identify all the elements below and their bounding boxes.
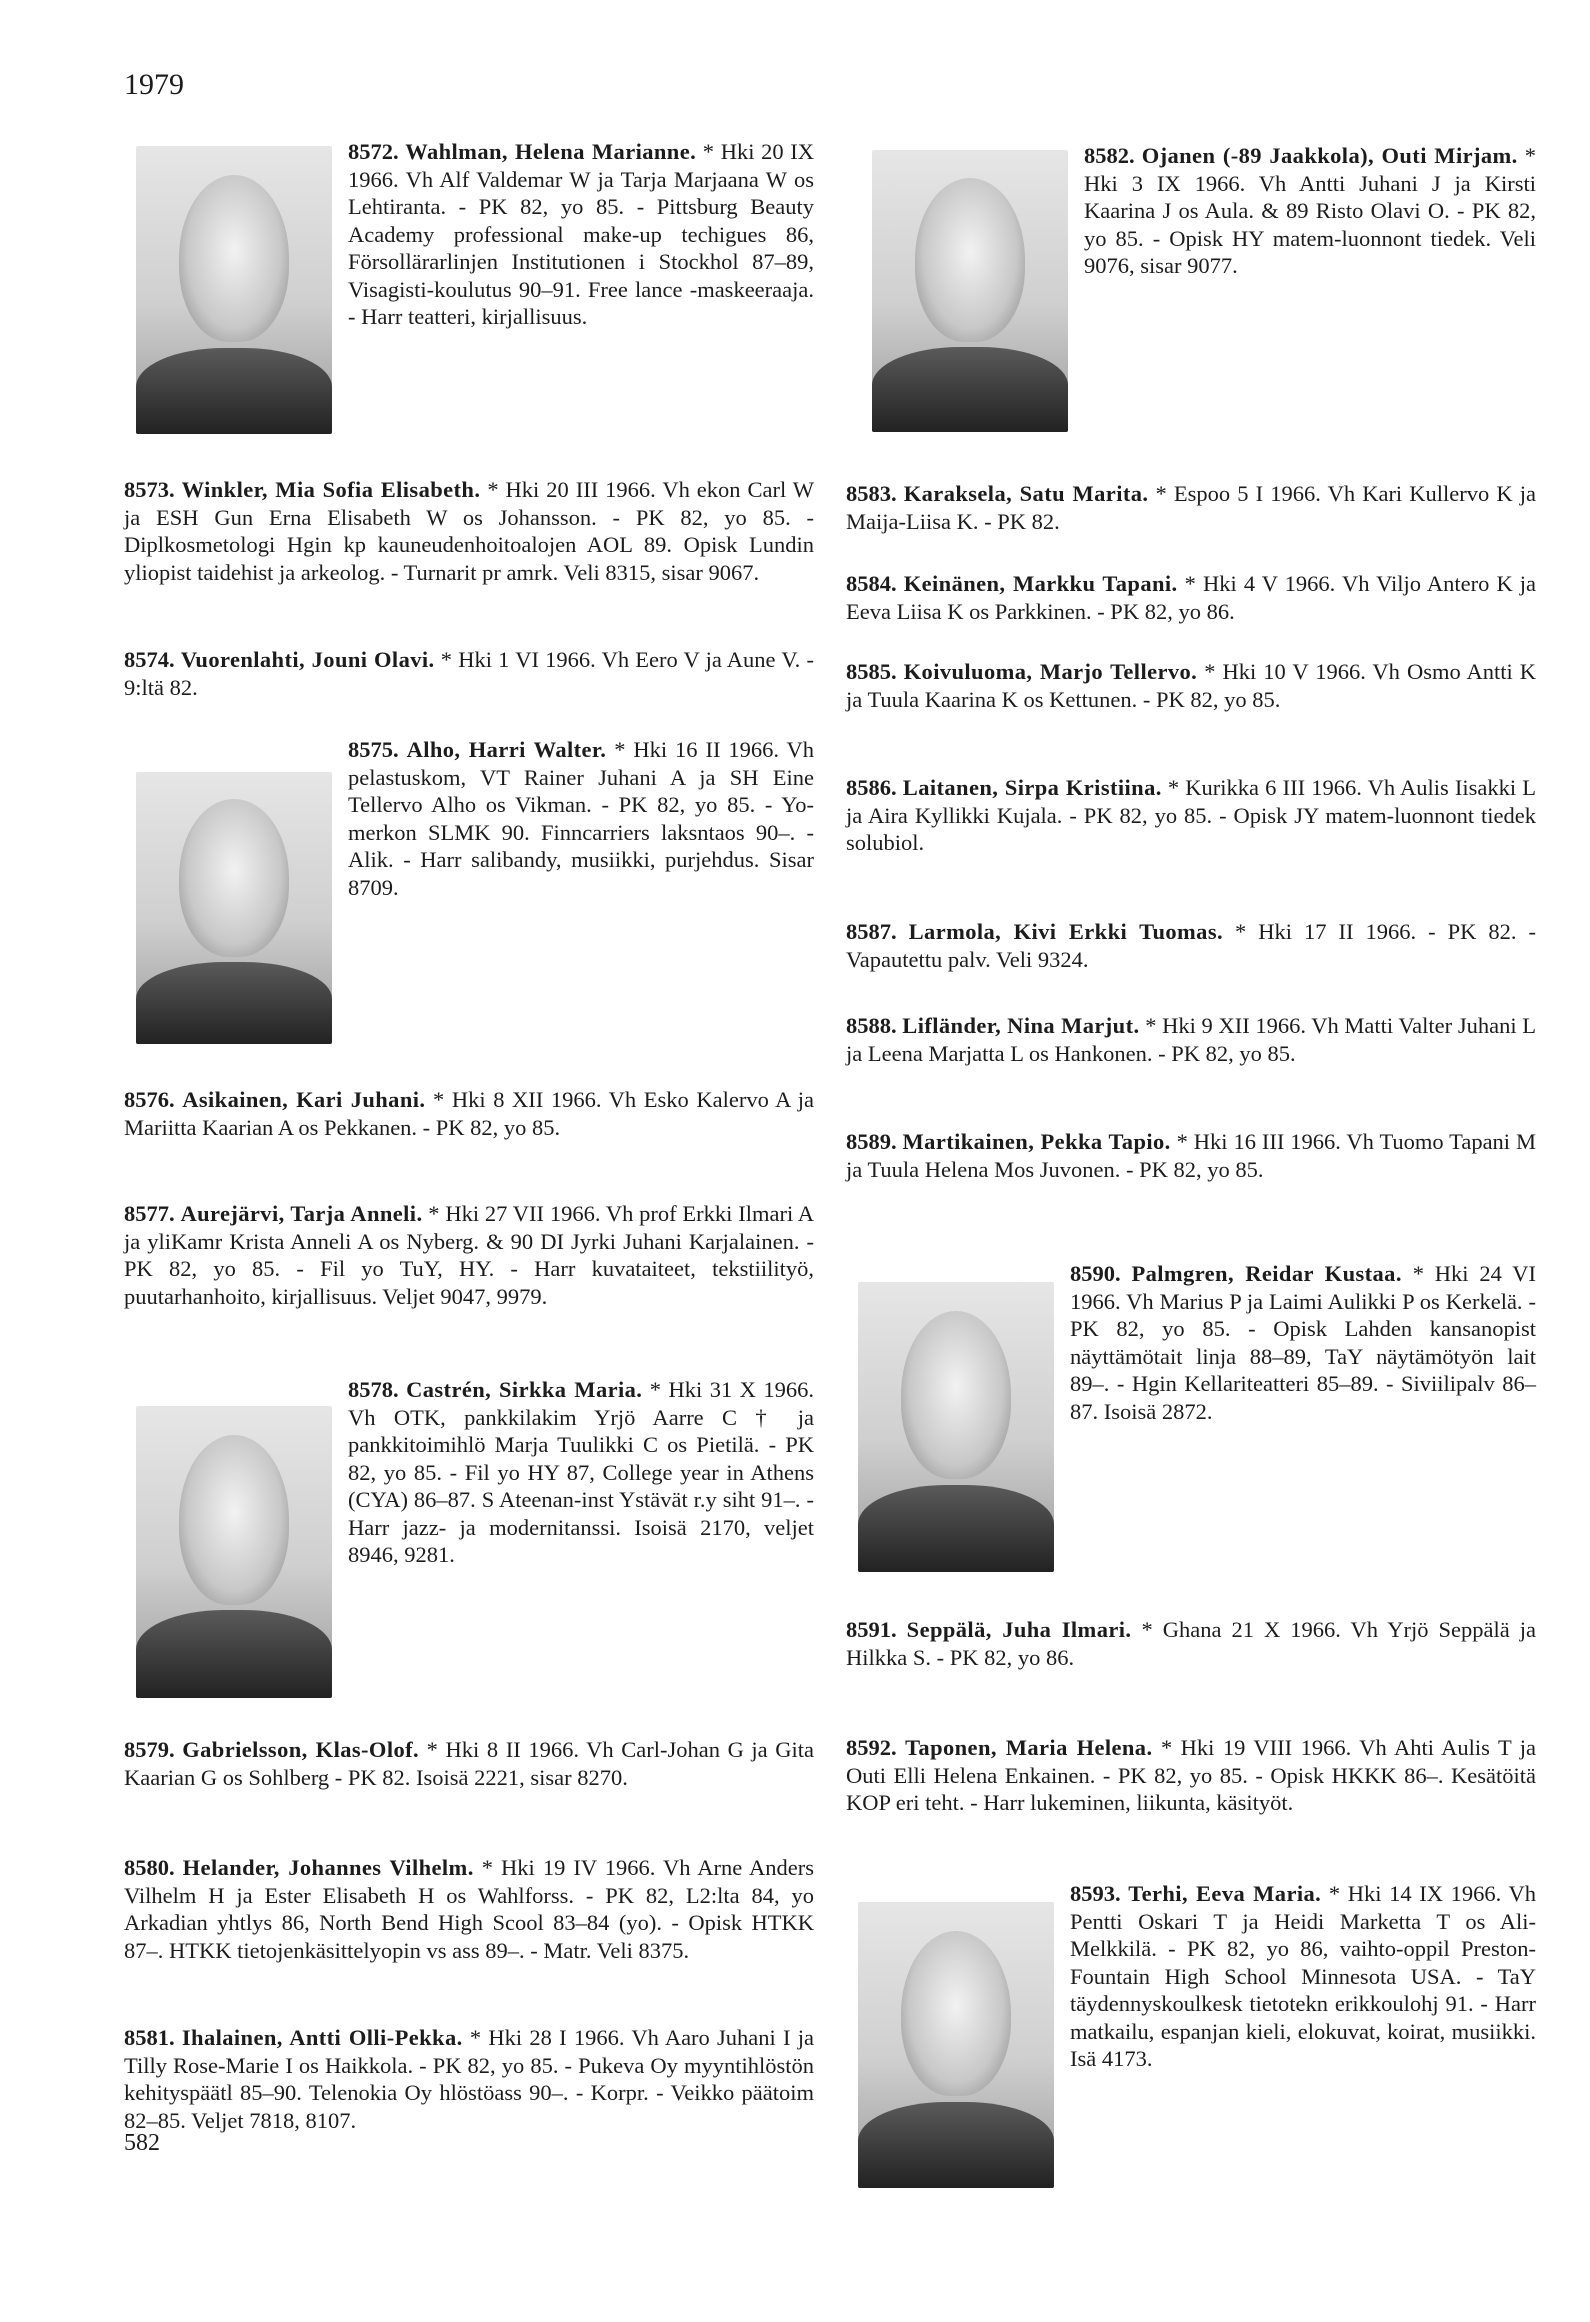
entry-text: * Hki 28 I 1966. Vh Aaro Juhani I ja Tilly Rose-Marie I os Haikkola. - PK 82, yo 85. - Pukeva Oy myyntihlöstön kehityspäätl 85–90. Telenokia Oy hlöstöass 90–. - Korpr. - Veikko päätoim 82–85. Veljet 7818, 8107.: [124, 2025, 815, 2133]
entry-number: 8590.: [1070, 1261, 1121, 1286]
entry-name: Taponen, Maria Helena.: [905, 1735, 1153, 1760]
portrait-photo: [136, 1406, 332, 1698]
entry-8585: [846, 658, 1536, 713]
entry-number: 8581.: [124, 2025, 175, 2050]
entry-text: * Espoo 5 I 1966. Vh Kari Kullervo K ja Maija-Liisa K. - PK 82.: [846, 481, 1537, 534]
entry-8587: [846, 918, 1536, 973]
entry-name: Ihalainen, Antti Olli-Pekka.: [181, 2025, 463, 2050]
entry-name: Laitanen, Sirpa Kristiina.: [902, 775, 1162, 800]
entry-8583: [846, 480, 1536, 535]
entry-number: 8593.: [1070, 1881, 1121, 1906]
entry-text: * Hki 27 VII 1966. Vh prof Erkki Ilmari A ja yliKamr Krista Anneli A os Nyberg. & 90 DI Jyrki Juhani Karjalainen. - PK 82, yo 85. - Fil yo TuY, HY. - Harr kuvataiteet, tekstiilityö, puutarhanhoito, kirjallisuus. Veljet 9047, 9979.: [124, 1201, 815, 1309]
entry-text: * Hki 17 II 1966. - PK 82. - Vapautettu palv. Veli 9324.: [846, 919, 1537, 972]
entry-name: Karaksela, Satu Marita.: [903, 481, 1149, 506]
entry-number: 8582.: [1084, 143, 1135, 168]
entry-text: * Hki 16 II 1966. Vh pelastuskom, VT Rainer Juhani A ja SH Eine Tellervo Alho os Vikman. - PK 82, yo 85. - Yo-merkon SLMK 90. Finncarriers laksntaos 90–. - Alik. - Harr salibandy, musiikki, purjehdus. Sisar 8709.: [348, 737, 815, 900]
entry-number: 8575.: [348, 737, 399, 762]
entry-name: Winkler, Mia Sofia Elisabeth.: [181, 477, 481, 502]
portrait-photo: [136, 772, 332, 1044]
entry-name: Alho, Harri Walter.: [406, 737, 607, 762]
entry-text: * Hki 3 IX 1966. Vh Antti Juhani J ja Kirsti Kaarina J os Aula. & 89 Risto Olavi O. - PK 82, yo 85. - Opisk HY matem-luonnont tiedek. Veli 9076, sisar 9077.: [1084, 143, 1537, 278]
entry-8577: [124, 1200, 814, 1310]
year-heading: 1979: [124, 68, 184, 101]
entry-name: Asikainen, Kari Juhani.: [182, 1087, 426, 1112]
entry-8581: [124, 2024, 814, 2134]
entry-text: * Ghana 21 X 1966. Vh Yrjö Seppälä ja Hilkka S. - PK 82, yo 86.: [846, 1617, 1536, 1670]
entry-text: * Kurikka 6 III 1966. Vh Aulis Iisakki L ja Aira Kyllikki Kujala. - PK 82, yo 85. - Opisk JY matem-luonnont tiedek solubiol.: [846, 775, 1537, 855]
entry-text: * Hki 24 VI 1966. Vh Marius P ja Laimi Aulikki P os Kerkelä. - PK 82, yo 85. - Opisk Lahden kansanopist näyttämötait linja 88–89, TaY näytämötyön lait 89–. - Hgin Kellariteatteri 85–89. - Siviilipalv 86–87. Isoisä 2872.: [1070, 1261, 1537, 1424]
entry-number: 8577.: [124, 1201, 175, 1226]
entry-name: Wahlman, Helena Marianne.: [405, 139, 697, 164]
entry-name: Castrén, Sirkka Maria.: [406, 1377, 643, 1402]
entry-name: Koivuluoma, Marjo Tellervo.: [903, 659, 1198, 684]
entry-8590: [846, 1260, 1536, 1576]
entry-number: 8580.: [124, 1855, 175, 1880]
entry-text: * Hki 20 III 1966. Vh ekon Carl W ja ESH Gun Erna Elisabeth W os Johansson. - PK 82, yo 85. - Diplkosmetologi Hgin kp kauneudenhoitoalojen AOL 89. Opisk Lundin yliopist taidehist ja arkeolog. - Turnarit pr amrk. Veli 8315, sisar 9067.: [124, 477, 815, 585]
entry-text: * Hki 20 IX 1966. Vh Alf Valdemar W ja Tarja Marjaana W os Lehtiranta. - PK 82, yo 85. - Pittsburg Beauty Academy professional make-up techigues 86, Försollärarlinjen Institutionen i Stockhol 87–89, Visagisti-koulutus 90–91. Free lance -maskeeraaja. - Harr teatteri, kirjallisuus.: [348, 139, 815, 329]
entry-text: * Hki 8 II 1966. Vh Carl-Johan G ja Gita Kaarian G os Sohlberg - PK 82. Isoisä 2221, sisar 8270.: [124, 1737, 815, 1790]
entry-name: Vuorenlahti, Jouni Olavi.: [180, 647, 435, 672]
entry-text: * Hki 19 IV 1966. Vh Arne Anders Vilhelm H ja Ester Elisabeth H os Wahlforss. - PK 82, L2:lta 84, yo Arkadian yhtlys 86, North Bend High Scool 83–84 (yo). - Opisk HTKK 87–. HTKK tietojenkäsittelyopin vs ass 89–. - Matr. Veli 8375.: [124, 1855, 814, 1963]
entry-number: 8586.: [846, 775, 897, 800]
entry-text: * Hki 8 XII 1966. Vh Esko Kalervo A ja Mariitta Kaarian A os Pekkanen. - PK 82, yo 85.: [124, 1087, 815, 1140]
entry-8588: [846, 1012, 1536, 1067]
entry-name: Lifländer, Nina Marjut.: [902, 1013, 1140, 1038]
entry-8592: [846, 1734, 1536, 1817]
entry-8574: [124, 646, 814, 701]
entry-text: * Hki 4 V 1966. Vh Viljo Antero K ja Eeva Liisa K os Parkkinen. - PK 82, yo 86.: [846, 571, 1537, 624]
entry-number: 8584.: [846, 571, 897, 596]
entry-8593: [846, 1880, 1536, 2192]
entry-8578: [124, 1376, 814, 1702]
page-number: 582: [124, 2130, 160, 2156]
entry-8579: [124, 1736, 814, 1791]
entry-number: 8587.: [846, 919, 897, 944]
entry-8573: [124, 476, 814, 586]
entry-name: Terhi, Eeva Maria.: [1128, 1881, 1322, 1906]
entry-number: 8592.: [846, 1735, 897, 1760]
entry-name: Gabrielsson, Klas-Olof.: [182, 1737, 420, 1762]
entry-8576: [124, 1086, 814, 1141]
entry-name: Larmola, Kivi Erkki Tuomas.: [908, 919, 1224, 944]
entry-text: * Hki 1 VI 1966. Vh Eero V ja Aune V. - 9:ltä 82.: [124, 647, 814, 700]
entry-name: Ojanen (-89 Jaakkola), Outi Mirjam.: [1141, 143, 1518, 168]
portrait-photo: [858, 1282, 1054, 1572]
portrait-photo: [136, 146, 332, 434]
entry-number: 8591.: [846, 1617, 897, 1642]
entry-name: Aurejärvi, Tarja Anneli.: [180, 1201, 423, 1226]
entry-number: 8585.: [846, 659, 897, 684]
portrait-photo: [858, 1902, 1054, 2188]
entry-8584: [846, 570, 1536, 625]
entry-name: Martikainen, Pekka Tapio.: [902, 1129, 1171, 1154]
entry-number: 8573.: [124, 477, 175, 502]
entry-number: 8576.: [124, 1087, 175, 1112]
entry-text: * Hki 14 IX 1966. Vh Pentti Oskari T ja Heidi Marketta T os Ali-Melkkilä. - PK 82, yo 86, vaihto-oppil Preston-Fountain High School Minnesota USA. - TaY täydennyskoulkesk tietotekn erikkoulohj 91. - Harr matkailu, espanjan kieli, elokuvat, koirat, musiikki. Isä 4173.: [1070, 1881, 1536, 2071]
entry-8589: [846, 1128, 1536, 1183]
entry-8586: [846, 774, 1536, 857]
entry-number: 8574.: [124, 647, 175, 672]
entry-8572: [124, 138, 814, 438]
entry-text: * Hki 19 VIII 1966. Vh Ahti Aulis T ja Outi Elli Helena Enkainen. - PK 82, yo 85. - Opisk HKKK 86–. Kesätöitä KOP eri teht. - Harr lukeminen, liikunta, käsityöt.: [846, 1735, 1537, 1815]
entry-name: Palmgren, Reidar Kustaa.: [1131, 1261, 1402, 1286]
portrait-photo: [872, 150, 1068, 432]
entry-number: 8588.: [846, 1013, 897, 1038]
entry-number: 8579.: [124, 1737, 175, 1762]
entry-text: * Hki 16 III 1966. Vh Tuomo Tapani M ja Tuula Helena Mos Juvonen. - PK 82, yo 85.: [846, 1129, 1536, 1182]
entry-text: * Hki 10 V 1966. Vh Osmo Antti K ja Tuula Kaarina K os Kettunen. - PK 82, yo 85.: [846, 659, 1536, 712]
entry-name: Keinänen, Markku Tapani.: [903, 571, 1178, 596]
entry-name: Seppälä, Juha Ilmari.: [906, 1617, 1132, 1642]
entry-text: * Hki 31 X 1966. Vh OTK, pankkilakim Yrjö Aarre C † ja pankkitoimihlö Marja Tuulikki C os Pietilä. - PK 82, yo 85. - Fil yo HY 87, College year in Athens (CYA) 86–87. S Ateenan-inst Ystävät r.y siht 91–. - Harr jazz- ja modernitanssi. Isoisä 2170, veljet 8946, 9281.: [348, 1377, 815, 1567]
entry-number: 8583.: [846, 481, 897, 506]
entry-number: 8589.: [846, 1129, 897, 1154]
entry-8591: [846, 1616, 1536, 1671]
entry-8575: [124, 736, 814, 1048]
entry-text: * Hki 9 XII 1966. Vh Matti Valter Juhani L ja Leena Marjatta L os Hankonen. - PK 82, yo 85.: [846, 1013, 1536, 1066]
entry-number: 8572.: [348, 139, 399, 164]
entry-8582: [846, 142, 1536, 436]
entry-8580: [124, 1854, 814, 1964]
entry-number: 8578.: [348, 1377, 399, 1402]
entry-name: Helander, Johannes Vilhelm.: [182, 1855, 474, 1880]
